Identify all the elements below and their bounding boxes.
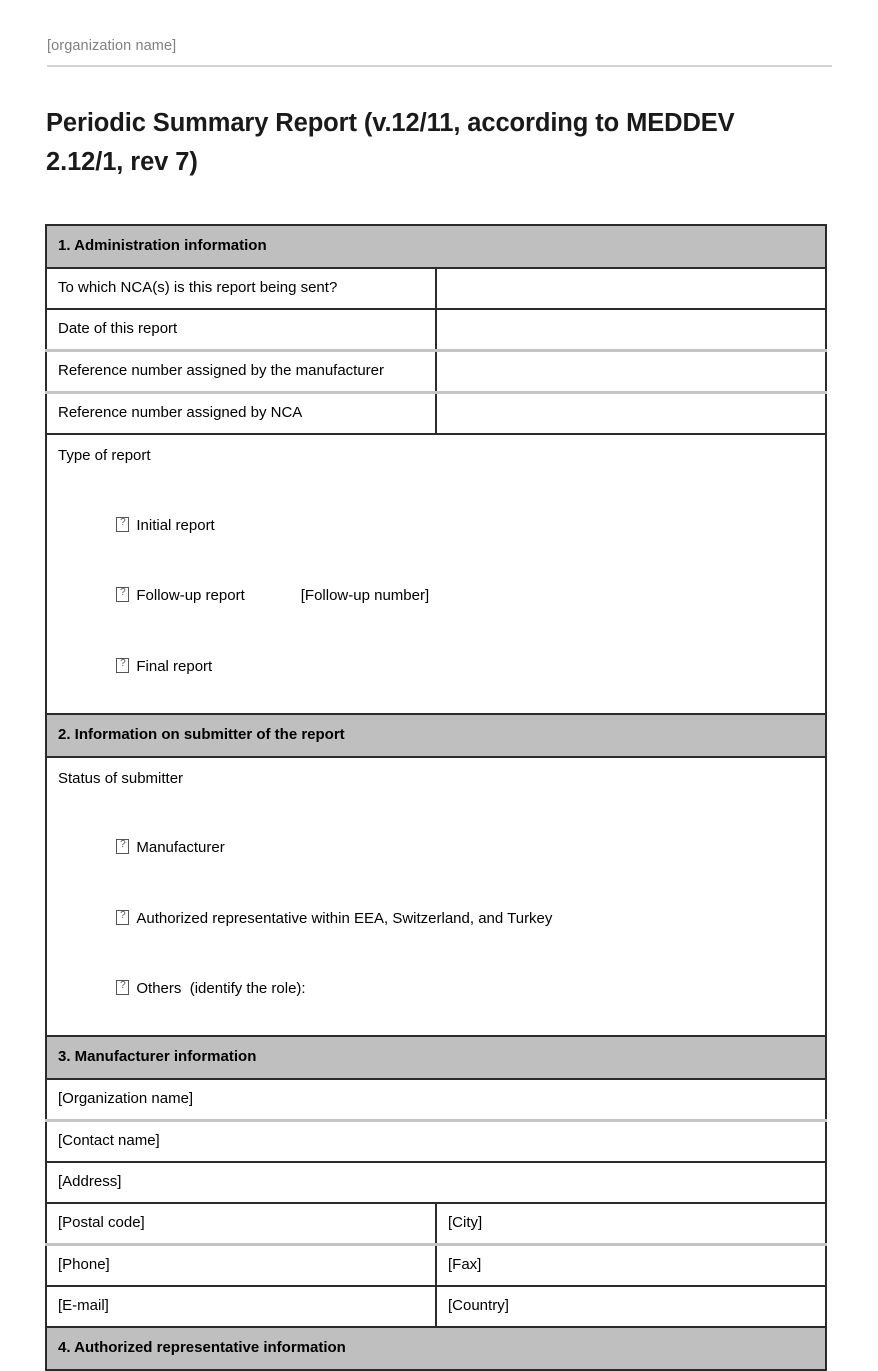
field-fax[interactable]: [Fax] xyxy=(436,1245,826,1287)
section-header-row-1 xyxy=(46,225,826,268)
unchecked-checkbox-icon[interactable] xyxy=(116,658,129,673)
table-row xyxy=(46,393,826,435)
header-divider xyxy=(47,65,832,67)
option-label: Initial report xyxy=(136,516,215,534)
field-label-manufacturer-reference-number: Reference number assigned by the manufacturer xyxy=(46,351,436,393)
unchecked-checkbox-icon[interactable] xyxy=(116,980,129,995)
table-row-status-of-submitter xyxy=(46,757,826,1037)
table-row xyxy=(46,351,826,393)
type-of-report-options xyxy=(58,490,814,702)
option-final-report[interactable] xyxy=(58,631,814,702)
table-row-type-of-report xyxy=(46,434,826,714)
status-of-submitter-cell xyxy=(46,757,826,1037)
table-row xyxy=(46,1245,826,1287)
unchecked-checkbox-icon[interactable] xyxy=(116,839,129,854)
status-of-submitter-title: Status of submitter xyxy=(58,769,184,787)
spacer xyxy=(58,468,814,490)
section-header-row-2 xyxy=(46,714,826,757)
unchecked-checkbox-icon[interactable] xyxy=(116,517,129,532)
option-label: Final report xyxy=(136,657,213,675)
type-of-report-title: Type of report xyxy=(58,447,151,464)
option-others[interactable] xyxy=(58,954,814,1025)
field-label-nca-reference-number: Reference number assigned by NCA xyxy=(46,393,436,435)
follow-up-number-placeholder[interactable]: [Follow-up number] xyxy=(300,587,430,604)
unchecked-checkbox-icon[interactable] xyxy=(116,910,129,925)
field-email[interactable]: [E-mail] xyxy=(46,1286,436,1327)
document-running-header xyxy=(47,36,832,67)
option-manufacturer[interactable] xyxy=(58,813,814,884)
field-value-manufacturer-reference-number[interactable] xyxy=(436,351,826,393)
status-of-submitter-options xyxy=(58,813,814,1025)
table-row xyxy=(46,268,826,309)
organization-name-placeholder: [organization name] xyxy=(47,38,177,54)
field-address[interactable]: [Address] xyxy=(46,1162,826,1203)
option-label: Follow-up report xyxy=(136,587,245,604)
table-row xyxy=(46,1203,826,1245)
field-label-report-date: Date of this report xyxy=(46,309,436,351)
option-label: Authorized representative within EEA, Switzerland, and Turkey xyxy=(136,909,553,927)
field-organization-name[interactable]: [Organization name] xyxy=(46,1079,826,1121)
field-value-nca-recipient[interactable] xyxy=(436,268,826,309)
type-of-report-cell xyxy=(46,434,826,714)
spacer xyxy=(58,791,814,813)
page-title: Periodic Summary Report (v.12/11, according to MEDDEV 2.12/1, rev 7) xyxy=(46,109,735,176)
option-follow-up-report[interactable] xyxy=(58,561,814,632)
table-row xyxy=(46,1286,826,1327)
table-row xyxy=(46,1079,826,1121)
field-country[interactable]: [Country] xyxy=(436,1286,826,1327)
option-initial-report[interactable] xyxy=(58,490,814,561)
section-header-row-3 xyxy=(46,1036,826,1079)
section-1-heading: 1. Administration information xyxy=(46,225,826,268)
field-value-nca-reference-number[interactable] xyxy=(436,393,826,435)
option-label: Manufacturer xyxy=(136,839,225,856)
option-label: Others (identify the role): xyxy=(136,980,306,997)
section-header-row-4 xyxy=(46,1327,826,1370)
table-row xyxy=(46,1162,826,1203)
option-authorized-representative[interactable] xyxy=(58,883,814,954)
field-contact-name[interactable]: [Contact name] xyxy=(46,1121,826,1163)
field-postal-code[interactable]: [Postal code] xyxy=(46,1203,436,1245)
section-4-heading: 4. Authorized representative information xyxy=(46,1327,826,1370)
field-city[interactable]: [City] xyxy=(436,1203,826,1245)
table-row xyxy=(46,1121,826,1163)
field-label-nca-recipient: To which NCA(s) is this report being sent? xyxy=(46,268,436,309)
unchecked-checkbox-icon[interactable] xyxy=(116,587,129,602)
table-row xyxy=(46,309,826,351)
section-2-heading: 2. Information on submitter of the report xyxy=(46,714,826,757)
field-phone[interactable]: [Phone] xyxy=(46,1245,436,1287)
section-3-heading: 3. Manufacturer information xyxy=(46,1036,826,1079)
field-value-report-date[interactable] xyxy=(436,309,826,351)
periodic-summary-report-form xyxy=(45,224,827,1371)
